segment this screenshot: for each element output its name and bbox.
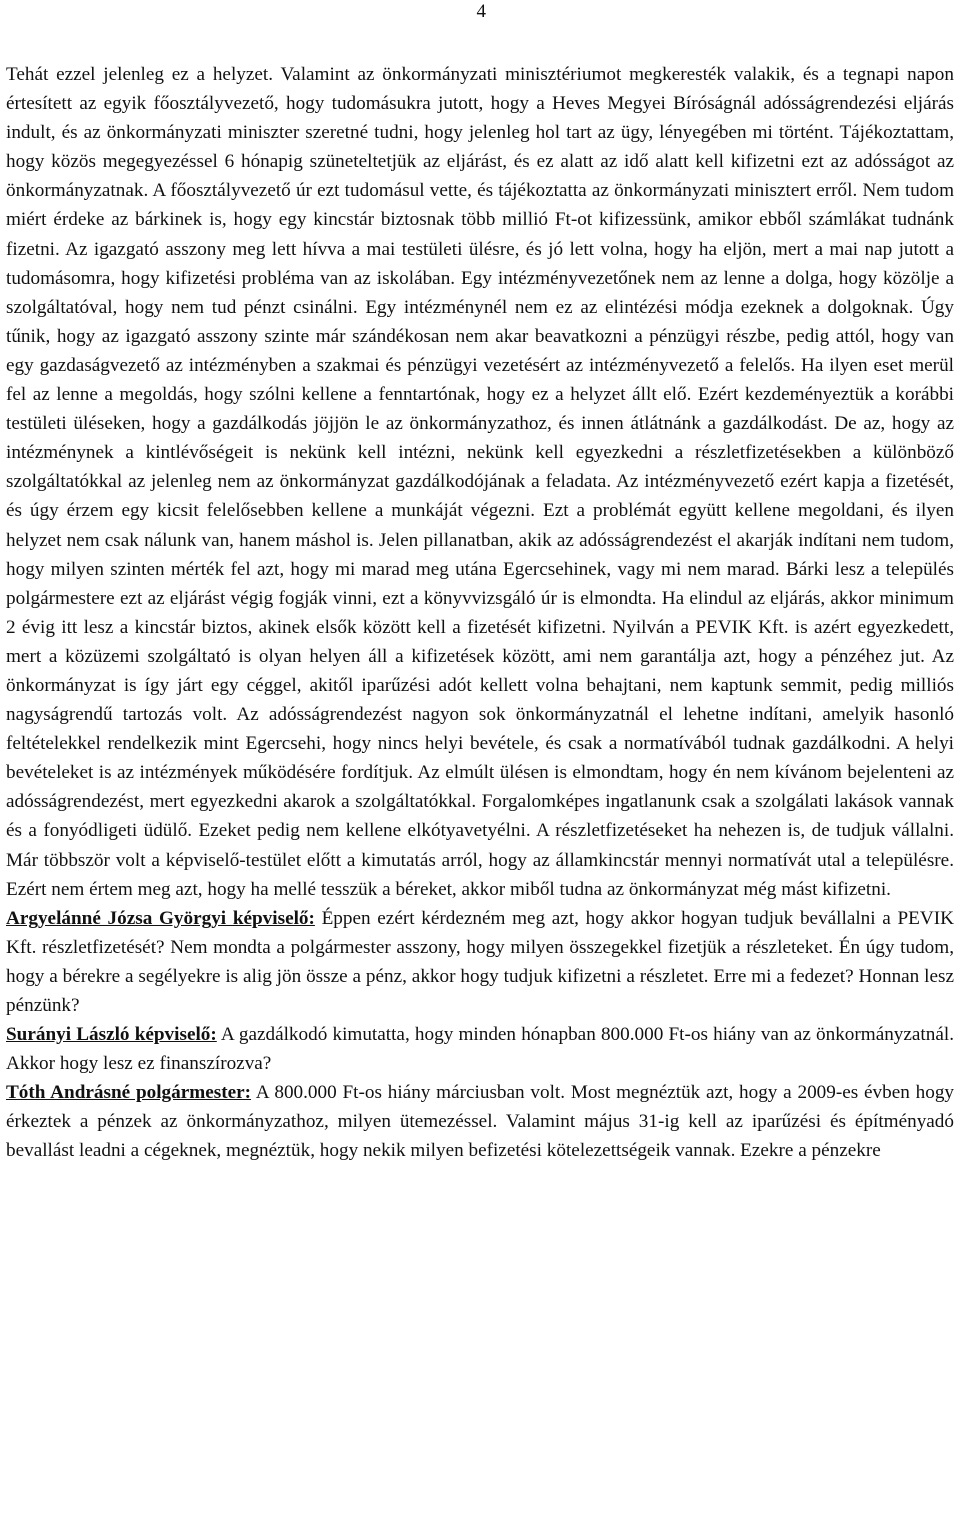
paragraph-intro [6, 60, 954, 904]
speaker-name: Surányi László képviselő: [6, 1024, 217, 1046]
document-body [6, 60, 954, 1166]
paragraph-suranyi [6, 1020, 954, 1078]
paragraph-text: A gazdálkodó kimutatta, hogy minden hónapban 800.000 Ft-os hiány van az önkormányzatnál. Akkor hogy lesz ez finanszírozva? [6, 1024, 954, 1075]
paragraph-text: A 800.000 Ft-os hiány márciusban volt. Most megnéztük azt, hogy a 2009-es évben hogy érkeztek a pénzek az önkormányzathoz, milyen ütemezéssel. Valamint május 31-ig kell az iparűzési és építményadó bevallást leadni a cégeknek, megnéztük, hogy nekik milyen befizetési kötelezettségeik vannak. Ezekre a pénzekre [6, 1082, 955, 1162]
speaker-name: Argyelánné Józsa Györgyi képviselő: [6, 907, 315, 929]
paragraph-argyelanne [6, 904, 954, 1020]
page-number: 4 [476, 1, 486, 22]
paragraph-text: Éppen ezért kérdezném meg azt, hogy akkor hogyan tudjuk bevállalni a PEVIK Kft. részletfizetését? Nem mondta a polgármester asszony, hogy milyen összegekkel fizetjük a részleteket. Én úgy tudom, hogy a bérekre a segélyekre is alig jön össze a pénz, akkor hogy tudjuk kifizetni a részletet. Erre mi a fedezet? Honnan lesz pénzünk? [6, 907, 954, 1016]
paragraph-text: Tehát ezzel jelenleg ez a helyzet. Valamint az önkormányzati minisztériumot megkeresték valakik, és a tegnapi napon értesített az egyik főosztályvezető, hogy tudomásukra jutott, hogy a Heves Megyei Bíróságnál adósságrendezési eljárás indult, és az önkormányzati miniszter szeretné tudni, hogy jelenleg hol tart az ügy, lényegében mi történt. Tájékoztattam, hogy közös megegyezéssel 6 hónapig szüneteltetjük az eljárást, és ez alatt az idő alatt kell kifizetni ezt az adósságot az önkormányzatnak. A főosztályvezető úr ezt tudomásul vette, és tájékoztatta az önkormányzati minisztert erről. Nem tudom miért érdeke az bárkinek is, hogy egy kincstár biztosnak több millió Ft-ot kifizessünk, amikor ebből számlákat tudnánk fizetni. Az igazgató asszony meg lett hívva a mai testületi ülésre, és jó lett volna, hogy ha eljön, mert a mai nap jutott a tudomásomra, hogy kifizetési probléma van az iskolában. Egy intézményvezetőnek nem az lenne a dolga, hogy közölje a szolgáltatóval, hogy nem tud pénzt csinálni. Egy intézménynél nem ez az elintézési módja ezeknek a dolgoknak. Úgy tűnik, hogy az igazgató asszony szinte már szándékosan nem akar beavatkozni a pénzügyi részbe, pedig attól, hogy van egy gazdaságvezető az intézményben a szakmai és pénzügyi vezetésért az intézményvezető a felelős. Ha ilyen eset merül fel az lenne a megoldás, hogy szólni kellene a fenntartónak, hogy ez a helyzet állt elő. Ezért kezdeményeztük a korábbi testületi üléseken, hogy a gazdálkodás jöjjön le az önkormányzathoz, és innen átlátnánk a gazdálkodást. De az, hogy az intézménynek a kintlévőségeit is nekünk kell intézni, nekünk kell egyezkedni a részletfizetésekben a különböző szolgáltatókkal az jelenleg nem az önkormányzat gazdálkodójának a feladata. Az intézményvezető ezért kapja a fizetését, és úgy érzem egy kicsit felelősebben kellene a munkáját végezni. Ezt a problémát együtt kellene megoldani, és ilyen helyzet nem csak nálunk van, hanem máshol is. Jelen pillanatban, akik az adósságrendezést el akarják indítani nem tudom, hogy milyen szinten mérték fel azt, hogy mi marad meg utána Egercsehinek, vagy mi nem marad. Bárki lesz a település polgármestere ezt az eljárást végig fogják vinni, ezt a könyvvizsgáló úr is elmondta. Ha elindul az eljárás, akkor minimum 2 évig itt lesz a kincstár biztos, akinek elsők között kell a fizetését kifizetni. Nyilván a PEVIK Kft. is azért egyezkedett, mert a közüzemi szolgáltató is olyan helyen áll a kifizetések között, ami nem garantálja azt, hogy a pénzéhez jut. Az önkormányzat is így járt egy céggel, akitől iparűzési adót kellett volna behajtani, nem kaptunk semmit, pedig milliós nagyságrendű tartozás volt. Az adósságrendezést nagyon sok önkormányzatnál el lehetne indítani, amelyik hasonló feltételekkel rendelkezik mint Egercsehi, hogy nincs helyi bevétele, és csak a normatívából tudnak gazdálkodni. A helyi bevételeket is az intézmények működésére fordítjuk. Az elmúlt ülésen is elmondtam, hogy én nem kívánom bejelenteni az adósságrendezést, mert egyezkedni akarok a szolgáltatókkal. Forgalomképes ingatlanunk csak a szolgálati lakások vannak és a fonyódligeti üdülő. Ezeket pedig nem kellene elkótyavetyélni. A részletfizetéseket ha nehezen is, de tudjuk vállalni. Már többször volt a képviselő-testület előtt a kimutatás arról, hogy az államkincstár mennyi normatívát utal a településre. Ezért nem értem meg azt, hogy ha mellé tesszük a béreket, akkor miből tudna az önkormányzat még mást kifizetni. [6, 64, 954, 900]
paragraph-toth [6, 1078, 954, 1165]
speaker-name: Tóth Andrásné polgármester: [6, 1082, 252, 1104]
